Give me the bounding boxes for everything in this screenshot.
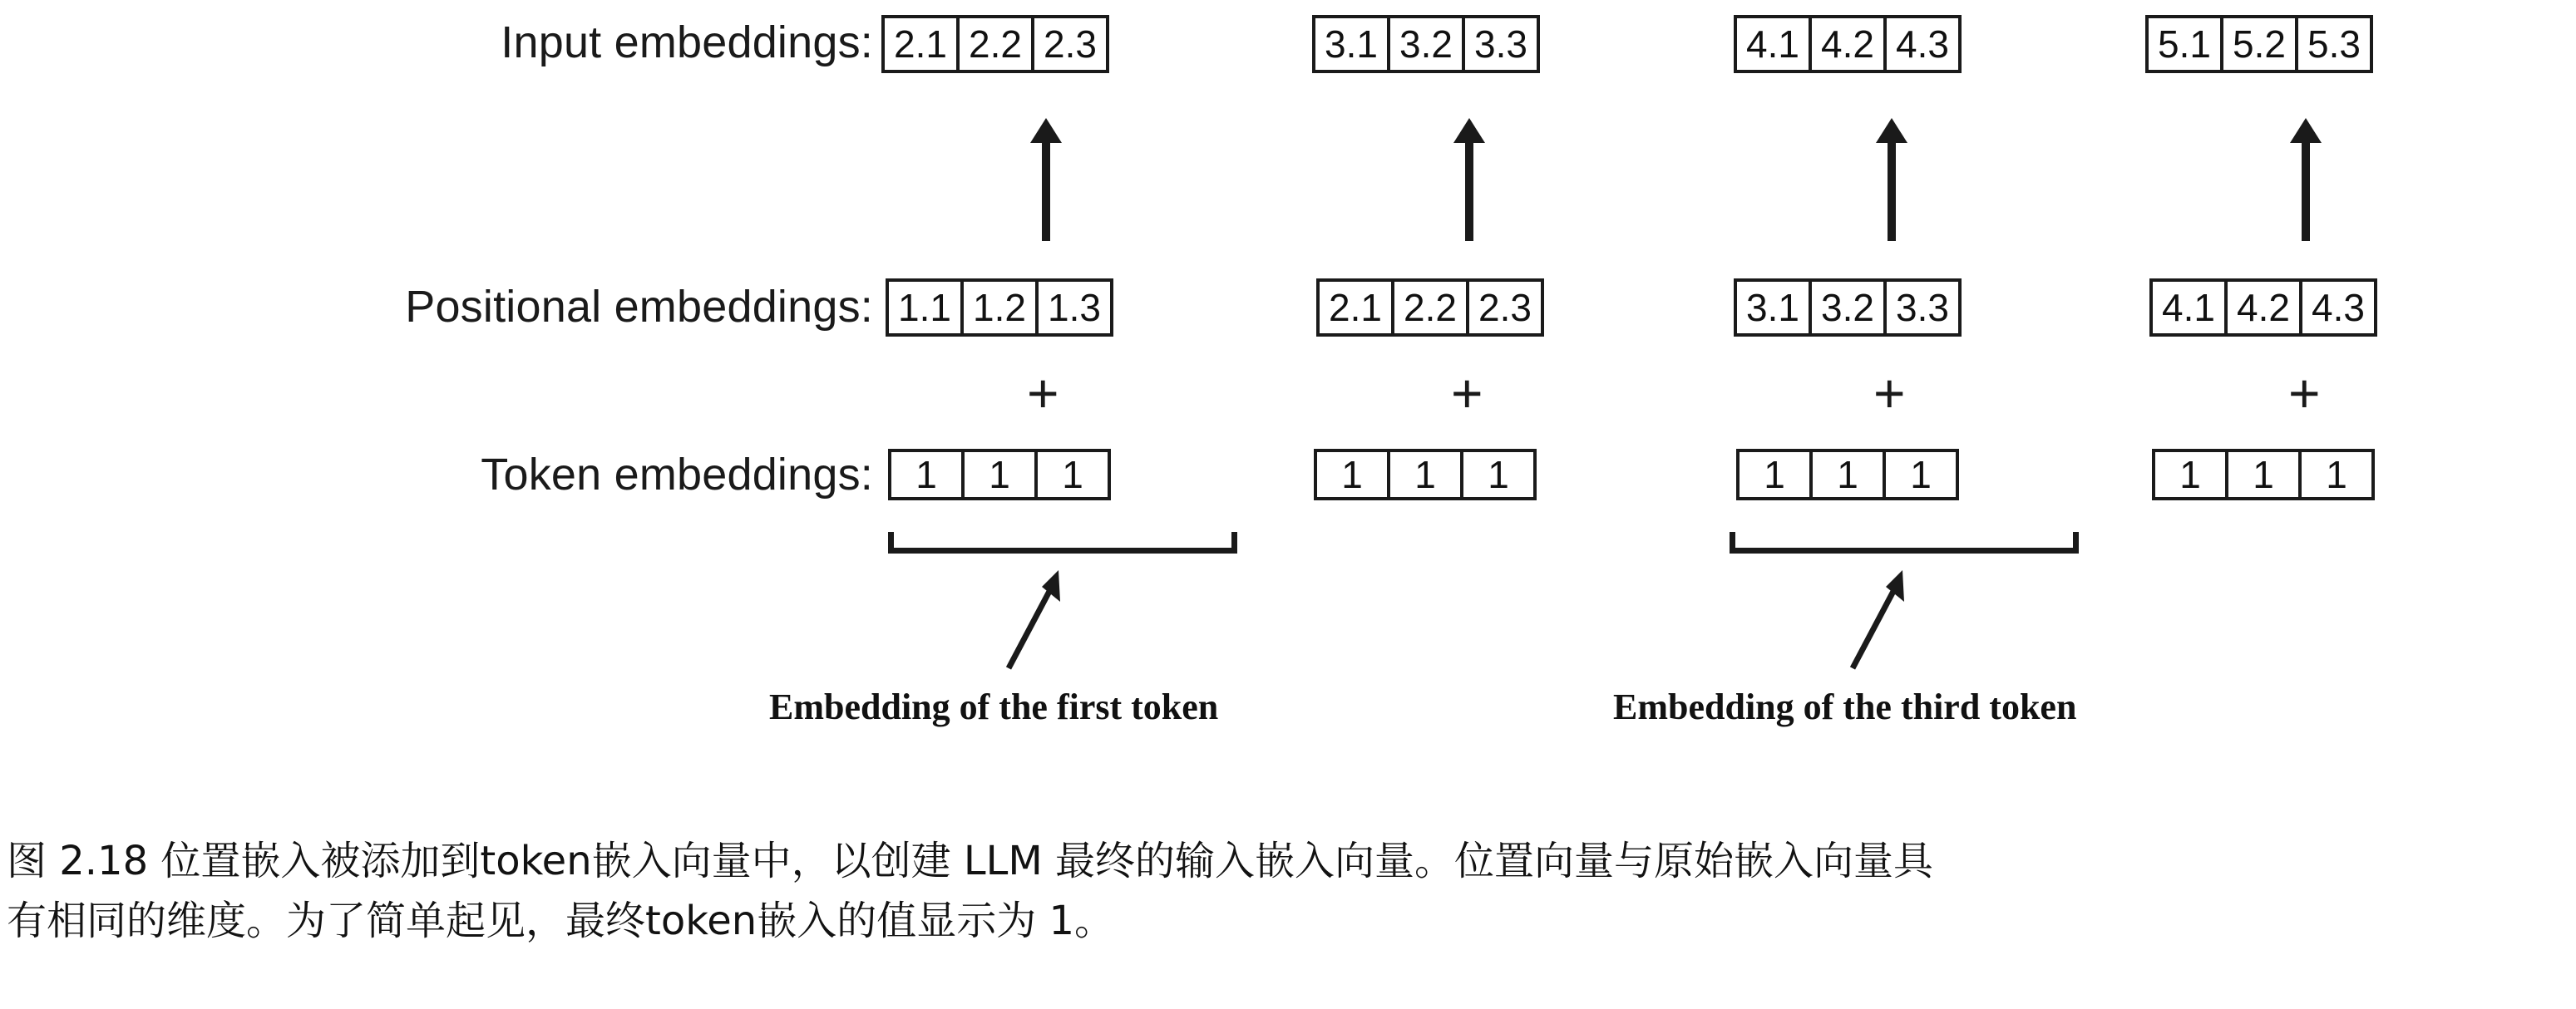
token-cell: 1 xyxy=(1314,449,1390,500)
token-cell: 1 xyxy=(1809,449,1886,500)
row-label-input-embeddings: Input embeddings: xyxy=(501,17,873,67)
plus-operator: + xyxy=(1027,362,1059,424)
input-cell: 2.3 xyxy=(1031,15,1109,73)
input-cell: 2.2 xyxy=(956,15,1034,73)
token-embedding-group-3 xyxy=(1736,449,1959,500)
input-cell: 5.1 xyxy=(2145,15,2223,73)
callout-arrow-first-token xyxy=(994,565,1085,673)
token-embedding-group-2 xyxy=(1314,449,1537,500)
group-brace-first-token xyxy=(888,532,1237,554)
input-cell: 3.3 xyxy=(1462,15,1540,73)
annotation-third-token: Embedding of the third token xyxy=(1613,687,2077,727)
positional-embedding-group-1 xyxy=(886,278,1113,337)
token-cell: 1 xyxy=(888,449,965,500)
input-cell: 5.2 xyxy=(2220,15,2298,73)
group-brace-third-token xyxy=(1730,532,2079,554)
token-cell: 1 xyxy=(961,449,1038,500)
positional-cell: 1.3 xyxy=(1035,278,1113,337)
input-embedding-group-3 xyxy=(1734,15,1962,73)
figure-caption-line-1: 图 2.18 位置嵌入被添加到token嵌入向量中，以创建 LLM 最终的输入嵌入向量。位置向量与原始嵌入向量具 xyxy=(7,838,1934,884)
positional-cell: 1.2 xyxy=(960,278,1039,337)
positional-cell: 2.2 xyxy=(1391,278,1469,337)
arrow-up-icon xyxy=(1888,140,1896,241)
token-cell: 1 xyxy=(1387,449,1463,500)
row-label-positional-embeddings: Positional embeddings: xyxy=(405,282,873,332)
input-cell: 4.2 xyxy=(1809,15,1887,73)
figure-caption xyxy=(7,831,2551,951)
positional-embedding-group-2 xyxy=(1316,278,1544,337)
plus-operator: + xyxy=(1451,362,1483,424)
input-cell: 3.2 xyxy=(1387,15,1465,73)
token-cell: 1 xyxy=(2225,449,2302,500)
arrow-up-icon xyxy=(2302,140,2310,241)
token-cell: 1 xyxy=(2152,449,2228,500)
input-cell: 3.1 xyxy=(1312,15,1390,73)
positional-embedding-group-3 xyxy=(1734,278,1962,337)
token-cell: 1 xyxy=(1034,449,1111,500)
arrow-up-icon xyxy=(1042,140,1050,241)
input-cell: 4.1 xyxy=(1734,15,1812,73)
positional-cell: 2.3 xyxy=(1466,278,1544,337)
input-embedding-group-1 xyxy=(881,15,1109,73)
input-embedding-group-4 xyxy=(2145,15,2373,73)
positional-cell: 4.3 xyxy=(2299,278,2377,337)
token-cell: 1 xyxy=(1460,449,1537,500)
plus-operator: + xyxy=(2288,362,2321,424)
annotation-first-token: Embedding of the first token xyxy=(769,687,1219,727)
token-embedding-group-4 xyxy=(2152,449,2375,500)
input-cell: 4.3 xyxy=(1883,15,1962,73)
input-cell: 2.1 xyxy=(881,15,960,73)
positional-cell: 3.2 xyxy=(1809,278,1887,337)
arrow-up-icon xyxy=(1465,140,1473,241)
plus-operator: + xyxy=(1873,362,1906,424)
token-cell: 1 xyxy=(1736,449,1813,500)
token-embedding-group-1 xyxy=(888,449,1111,500)
figure-caption-line-2: 有相同的维度。为了简单起见，最终token嵌入的值显示为 1。 xyxy=(7,898,1115,944)
input-cell: 5.3 xyxy=(2295,15,2373,73)
positional-embedding-group-4 xyxy=(2149,278,2377,337)
positional-cell: 2.1 xyxy=(1316,278,1394,337)
row-label-token-embeddings: Token embeddings: xyxy=(481,450,873,500)
positional-cell: 1.1 xyxy=(886,278,964,337)
token-cell: 1 xyxy=(2298,449,2375,500)
token-cell: 1 xyxy=(1883,449,1959,500)
positional-cell: 4.1 xyxy=(2149,278,2228,337)
positional-cell: 3.3 xyxy=(1883,278,1962,337)
positional-cell: 3.1 xyxy=(1734,278,1812,337)
positional-cell: 4.2 xyxy=(2224,278,2302,337)
input-embedding-group-2 xyxy=(1312,15,1540,73)
callout-arrow-third-token xyxy=(1838,565,1929,673)
